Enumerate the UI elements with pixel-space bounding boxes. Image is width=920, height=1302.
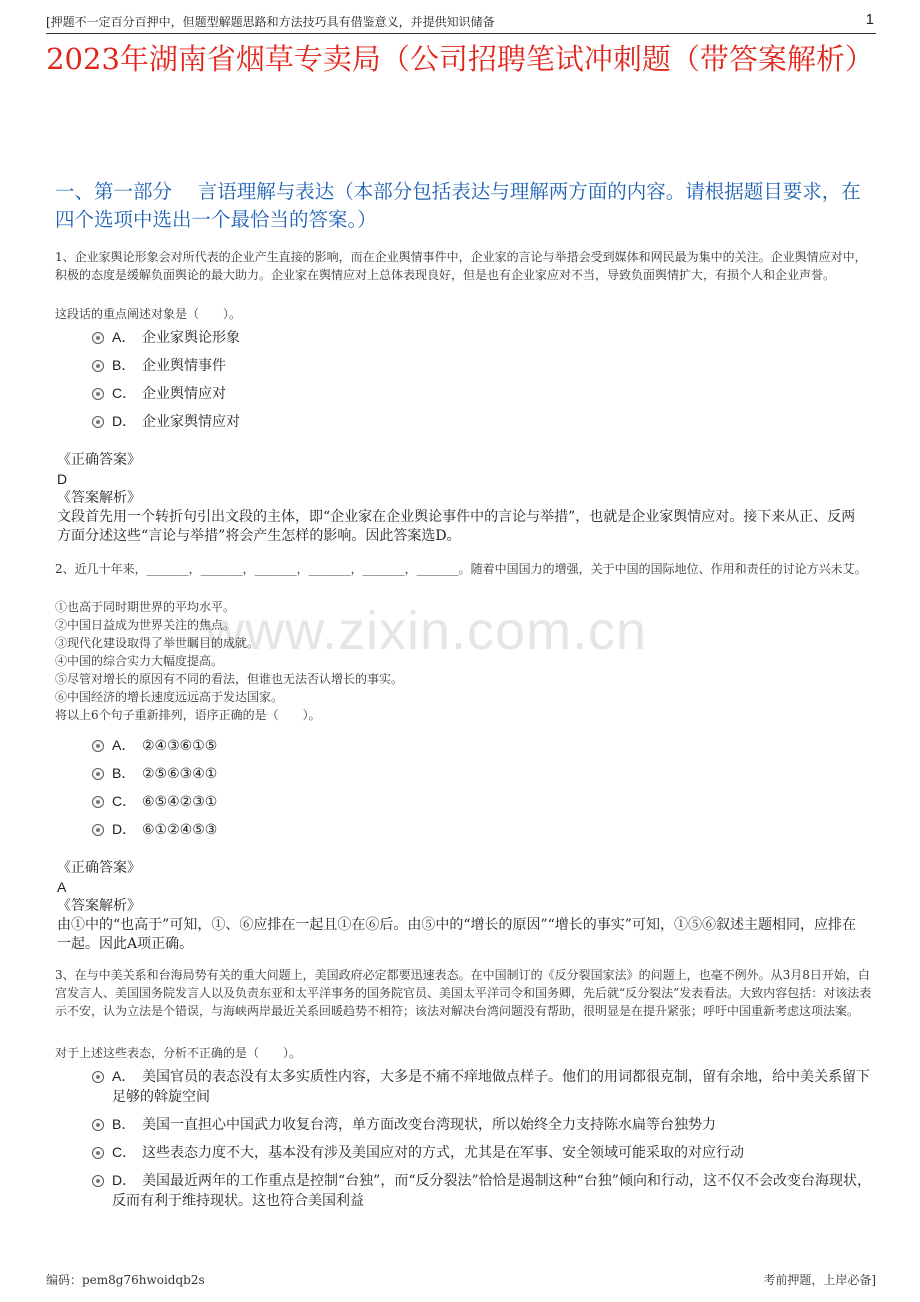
option-key: B． (112, 765, 136, 781)
q2-answer-block (57, 859, 867, 954)
q2-ask: 将以上6个句子重新排列，语序正确的是（ ）。 (55, 708, 321, 722)
option-text: ⑥⑤④②③① (142, 794, 218, 810)
q2-items (55, 598, 875, 724)
option-text: 美国最近两年的工作重点是控制“台独”，而“反分裂法”恰恰是遏制这种“台独”倾向和行动，这不仅不会改变台海现状，反而有利于维持现状。这也符合美国利益 (112, 1173, 871, 1209)
option-key: D． (112, 1172, 137, 1188)
footer-slogan: 考前押题，上岸必备] (763, 1273, 876, 1287)
option-key: A． (112, 1068, 136, 1084)
q3-option-d[interactable] (92, 1170, 872, 1211)
option-text: 企业家舆情应对 (142, 414, 240, 430)
option-key: C． (112, 385, 137, 401)
radio-icon[interactable] (92, 360, 104, 372)
option-key: C． (112, 1144, 137, 1160)
q2-item: ③现代化建设取得了举世瞩目的成就。 (55, 636, 260, 650)
option-text: ②⑤⑥③④① (142, 766, 218, 782)
answer-value: A (57, 879, 67, 895)
option-text: 这些表态力度不大，基本没有涉及美国应对的方式，尤其是在军事、安全领域可能采取的对应行动 (142, 1145, 744, 1161)
option-key: A． (112, 329, 136, 345)
radio-icon[interactable] (92, 824, 104, 836)
option-text: 美国官员的表态没有太多实质性内容，大多是不痛不痒地做点样子。他们的用词都很克制，留有余地，给中美关系留下足够的斡旋空间 (112, 1069, 870, 1105)
option-key: A． (112, 737, 136, 753)
option-key: D． (112, 821, 137, 837)
page-header (46, 13, 876, 34)
option-text: ⑥①②④⑤③ (142, 822, 218, 838)
q1-option-c[interactable] (92, 383, 872, 404)
q2-item: ②中国日益成为世界关注的焦点。 (55, 618, 236, 632)
header-note: [押题不一定百分百押中，但题型解题思路和方法技巧具有借鉴意义，并提供知识储备 (46, 15, 495, 29)
q2-options (92, 735, 872, 847)
q3-options (92, 1066, 872, 1218)
analysis-label: 《答案解析》 (57, 898, 141, 914)
radio-icon[interactable] (92, 416, 104, 428)
radio-icon[interactable] (92, 768, 104, 780)
radio-icon[interactable] (92, 332, 104, 344)
radio-icon[interactable] (92, 1071, 104, 1083)
q2-stem: 2、近几十年来，_______，_______，_______，_______，_______，_______。随着中国国力的增强，关于中国的国际地位、作用和责任的讨论方兴未艾。 (55, 562, 867, 576)
footer-code: 编码：pem8g76hwoidqb2s (46, 1273, 205, 1287)
section-heading: 一、第一部分 言语理解与表达（本部分包括表达与理解两方面的内容。请根据题目要求，在四个选项中选出一个最恰当的答案。） (55, 180, 861, 231)
q3-ask: 对于上述这些表态，分析不正确的是（ ）。 (55, 1046, 302, 1060)
option-text: 企业舆情事件 (142, 358, 226, 374)
answer-label: 《正确答案》 (57, 452, 141, 468)
option-key: B． (112, 1116, 136, 1132)
q1-answer-block (57, 451, 867, 546)
radio-icon[interactable] (92, 1175, 104, 1187)
q2-item: ④中国的综合实力大幅度提高。 (55, 654, 224, 668)
radio-icon[interactable] (92, 740, 104, 752)
option-text: ②④③⑥①⑤ (142, 738, 218, 754)
radio-icon[interactable] (92, 388, 104, 400)
option-key: B． (112, 357, 136, 373)
q2-item: ①也高于同时期世界的平均水平。 (55, 600, 236, 614)
radio-icon[interactable] (92, 796, 104, 808)
q2-option-a[interactable] (92, 735, 872, 756)
q1-ask: 这段话的重点阐述对象是（ ）。 (55, 307, 242, 321)
q3-stem: 3、在与中美关系和台海局势有关的重大问题上，美国政府必定都要迅速表态。在中国制订的《反分裂国家法》的问题上，也毫不例外。从3月8日开始，白宫发言人、美国国务院发言人以及负责东亚和太平洋事务的国务院官员、美国太平洋司令和国务卿，先后就“反分裂法”发表看法。大致内容包括：对该法表示不安，认为立法是个错误，与海峡两岸最近关系回暖趋势不相符；该法对解决台湾问题没有帮助，很明显是在提升紧张；呼吁中国重新考虑这项法案。 (55, 968, 872, 1018)
q2-option-c[interactable] (92, 791, 872, 812)
q2-option-b[interactable] (92, 763, 872, 784)
answer-value: D (57, 471, 68, 487)
analysis-label: 《答案解析》 (57, 490, 141, 506)
answer-label: 《正确答案》 (57, 860, 141, 876)
option-text: 美国一直担心中国武力收复台湾，单方面改变台湾现状，所以始终全力支持陈水扁等台独势力 (142, 1117, 716, 1133)
option-text: 企业舆情应对 (142, 386, 226, 402)
option-key: D． (112, 413, 137, 429)
q3-option-b[interactable] (92, 1114, 872, 1135)
page-number: 1 (865, 11, 874, 28)
q1-stem: 1、企业家舆论形象会对所代表的企业产生直接的影响，而在企业舆情事件中，企业家的言论与举措会受到媒体和网民最为集中的关注。企业舆情应对中，积极的态度是缓解负面舆论的最大助力。企业家在舆情应对上总体表现良好，但是也有企业家应对不当，导致负面舆情扩大，有损个人和企业声誉。 (55, 250, 867, 282)
q1-option-d[interactable] (92, 411, 872, 432)
q3-option-c[interactable] (92, 1142, 872, 1163)
q1-option-b[interactable] (92, 355, 872, 376)
q1-options (92, 327, 872, 439)
option-key: C． (112, 793, 137, 809)
radio-icon[interactable] (92, 1119, 104, 1131)
q2-item: ⑥中国经济的增长速度远远高于发达国家。 (55, 690, 284, 704)
analysis-text: 文段首先用一个转折句引出文段的主体，即“企业家在企业舆论事件中的言论与举措”，也就是企业家舆情应对。接下来从正、反两方面分述这些“言论与举措”将会产生怎样的影响。因此答案选D。 (57, 509, 856, 544)
analysis-text: 由①中的“也高于”可知，①、⑥应排在一起且①在⑥后。由⑤中的“增长的原因”“增长的事实”可知，①⑤⑥叙述主题相同，应排在一起。因此A项正确。 (57, 917, 856, 952)
q1-option-a[interactable] (92, 327, 872, 348)
page-title: 2023年湖南省烟草专卖局（公司招聘笔试冲刺题（带答案解析） (46, 42, 874, 76)
q2-option-d[interactable] (92, 819, 872, 840)
watermark: www.zixin.com.cn (205, 601, 648, 661)
option-text: 企业家舆论形象 (142, 330, 240, 346)
q2-item: ⑤尽管对增长的原因有不同的看法，但谁也无法否认增长的事实。 (55, 672, 404, 686)
q3-option-a[interactable] (92, 1066, 872, 1107)
radio-icon[interactable] (92, 1147, 104, 1159)
